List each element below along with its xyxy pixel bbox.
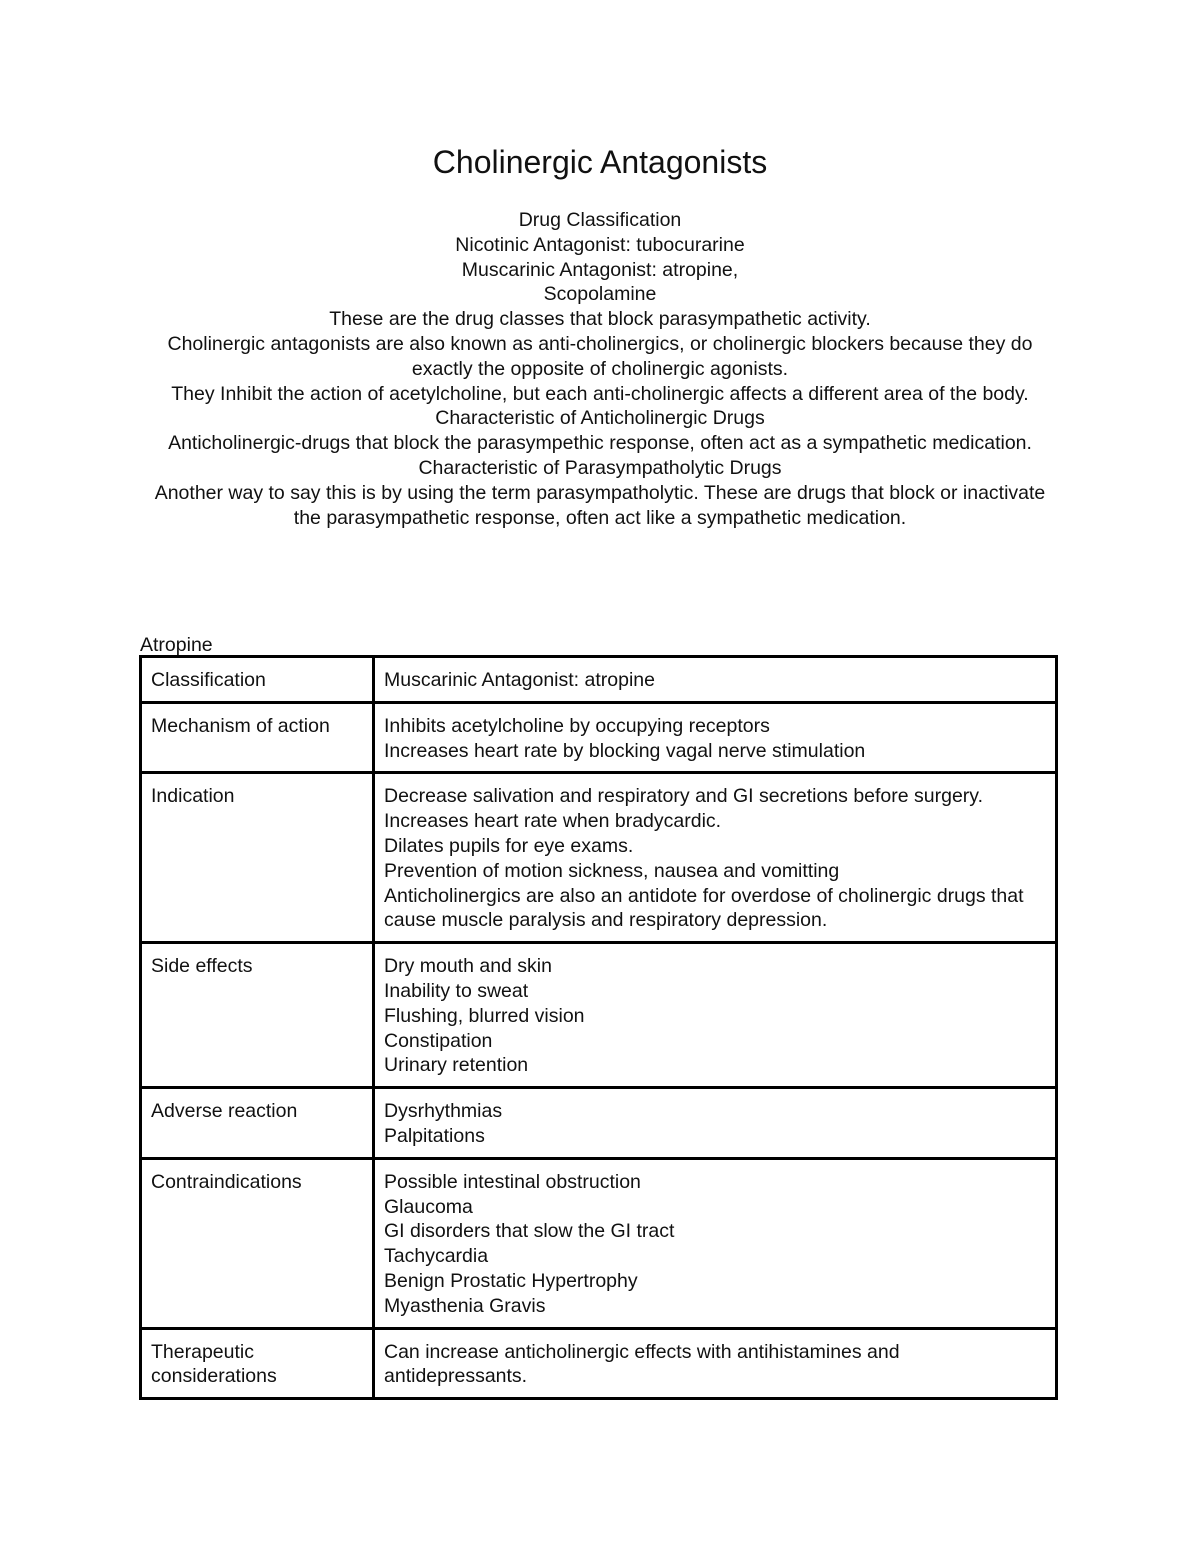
- content-line: Inability to sweat: [384, 979, 529, 1002]
- content-line: Decrease salivation and respiratory and GI secretions before surgery.: [384, 785, 984, 808]
- intro-section: [140, 208, 1060, 530]
- content-line: Dysrhythmias: [384, 1100, 503, 1123]
- row-content: [374, 1328, 1057, 1399]
- intro-paragraph: These are the drug classes that block parasympathetic activity.: [329, 308, 871, 331]
- row-content: [374, 1158, 1057, 1328]
- content-line: Dry mouth and skin: [384, 955, 552, 978]
- intro-heading-classification: Drug Classification: [518, 209, 682, 231]
- content-line: Possible intestinal obstruction: [384, 1170, 641, 1193]
- content-line: Urinary retention: [384, 1054, 529, 1077]
- content-line: Dilates pupils for eye exams.: [384, 834, 634, 857]
- intro-paragraph: Another way to say this is by using the term parasympatholytic. These are drugs that block or inactivate the parasympathetic response, often act like a sympathetic medication.: [154, 481, 1046, 529]
- content-line: Muscarinic Antagonist: atropine: [384, 669, 655, 691]
- row-content: [374, 773, 1057, 943]
- row-label: Contraindications: [141, 1158, 374, 1328]
- content-line: Constipation: [384, 1029, 493, 1052]
- content-line: Anticholinergics are also an antidote for overdose of cholinergic drugs that cause muscle paralysis and respiratory depression.: [384, 884, 1024, 932]
- table-row: [141, 1158, 1057, 1328]
- content-line: Palpitations: [384, 1124, 485, 1147]
- table-row: [141, 702, 1057, 773]
- table-caption: Atropine: [140, 634, 213, 656]
- row-content: [374, 943, 1057, 1088]
- table-row: [141, 657, 1057, 703]
- intro-nicotinic-line: Nicotinic Antagonist: tubocurarine: [455, 233, 745, 256]
- row-label: Indication: [141, 773, 374, 943]
- row-label: Therapeutic considerations: [141, 1328, 374, 1399]
- row-label: Classification: [141, 657, 374, 703]
- intro-scopolamine-line: Scopolamine: [543, 283, 657, 306]
- content-line: Increases heart rate when bradycardic.: [384, 810, 722, 833]
- content-line: Increases heart rate by blocking vagal nerve stimulation: [384, 739, 866, 762]
- content-line: Tachycardia: [384, 1245, 489, 1268]
- table-row: [141, 1328, 1057, 1399]
- row-content: [374, 657, 1057, 703]
- table-row: [141, 1088, 1057, 1159]
- row-label: Mechanism of action: [141, 702, 374, 773]
- row-content: [374, 702, 1057, 773]
- content-line: Prevention of motion sickness, nausea and vomitting: [384, 859, 840, 882]
- row-label: Adverse reaction: [141, 1088, 374, 1159]
- content-line: Glaucoma: [384, 1195, 473, 1218]
- intro-heading-parasympatholytic: Characteristic of Parasympatholytic Drugs: [418, 456, 782, 479]
- table-row: [141, 773, 1057, 943]
- intro-paragraph: They Inhibit the action of acetylcholine, but each anti-cholinergic affects a different area of the body.: [171, 382, 1029, 405]
- intro-paragraph: Cholinergic antagonists are also known as anti-cholinergics, or cholinergic blockers because they do exactly the opposite of cholinergic agonists.: [167, 332, 1033, 380]
- row-label: Side effects: [141, 943, 374, 1088]
- intro-heading-anticholinergic: Characteristic of Anticholinergic Drugs: [435, 407, 765, 430]
- intro-paragraph: Anticholinergic-drugs that block the parasympethic response, often act as a sympathetic medication.: [168, 432, 1032, 455]
- row-content: [374, 1088, 1057, 1159]
- page-title: Cholinergic Antagonists: [432, 144, 768, 180]
- content-line: Inhibits acetylcholine by occupying receptors: [384, 714, 770, 737]
- content-line: Flushing, blurred vision: [384, 1004, 585, 1027]
- content-line: Benign Prostatic Hypertrophy: [384, 1269, 638, 1292]
- intro-muscarinic-line: Muscarinic Antagonist: atropine,: [461, 258, 739, 281]
- content-line: GI disorders that slow the GI tract: [384, 1220, 675, 1243]
- content-line: Myasthenia Gravis: [384, 1294, 546, 1317]
- table-row: [141, 943, 1057, 1088]
- atropine-table: [139, 655, 1058, 1400]
- content-line: Can increase anticholinergic effects with antihistamines and antidepressants.: [384, 1340, 900, 1388]
